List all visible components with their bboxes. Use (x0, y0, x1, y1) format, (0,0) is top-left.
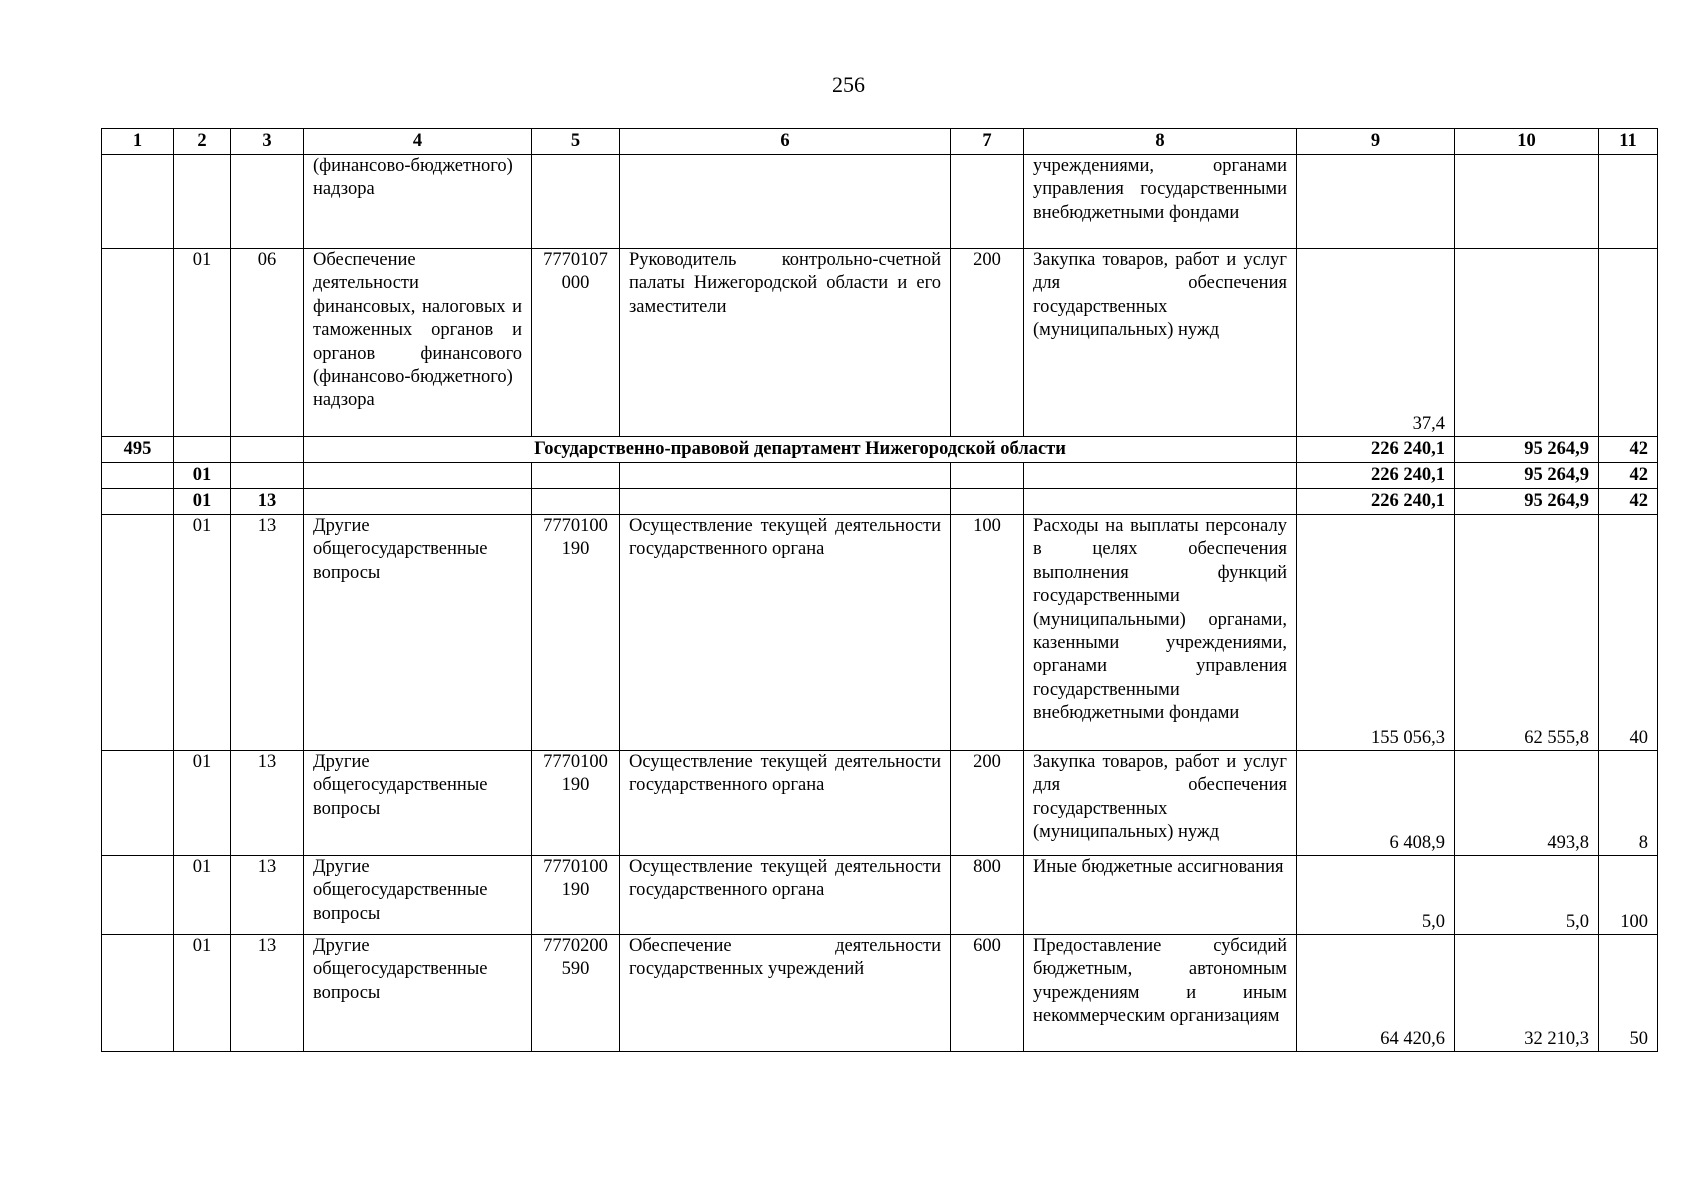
cell-amount-plan: 64 420,6 (1297, 935, 1455, 1052)
cell-expense-name: Расходы на выплаты персоналу в целях обеспечения выполнения функций государственными (муниципальными) органами, казенными учреждениями, органами управления государственными внебюджетными фондами (1024, 515, 1297, 751)
table-row (102, 155, 1658, 249)
cell-section: 01 (174, 856, 231, 935)
header-cell: 3 (231, 129, 304, 155)
cell-subsection: 13 (231, 856, 304, 935)
cell-expense-type (951, 155, 1024, 249)
cell-amount-plan: 226 240,1 (1297, 437, 1455, 463)
cell-target: 7770100190 (532, 856, 620, 935)
cell-amount-plan: 37,4 (1297, 249, 1455, 437)
cell-subsection (231, 463, 304, 489)
cell-code (102, 155, 174, 249)
header-cell: 6 (620, 129, 951, 155)
cell-expense-type: 100 (951, 515, 1024, 751)
cell-amount-plan: 226 240,1 (1297, 489, 1455, 515)
department-name: Государственно-правовой департамент Нижегородской области (304, 437, 1297, 463)
cell-section: 01 (174, 463, 231, 489)
cell-expense-type: 800 (951, 856, 1024, 935)
cell-section (174, 155, 231, 249)
cell-section: 01 (174, 751, 231, 856)
cell-amount-actual: 493,8 (1455, 751, 1599, 856)
department-row (102, 437, 1658, 463)
cell-percent: 40 (1599, 515, 1658, 751)
cell-percent: 100 (1599, 856, 1658, 935)
cell-expense-type: 200 (951, 249, 1024, 437)
header-cell: 7 (951, 129, 1024, 155)
cell-amount-actual: 95 264,9 (1455, 437, 1599, 463)
cell-name: Другие общегосударственные вопросы (304, 751, 532, 856)
cell-amount-actual (1455, 249, 1599, 437)
cell-name: (финансово-бюджетного) надзора (304, 155, 532, 249)
cell-description (620, 489, 951, 515)
header-cell: 2 (174, 129, 231, 155)
table-row (102, 935, 1658, 1052)
cell-target: 7770107000 (532, 249, 620, 437)
cell-expense-name: Закупка товаров, работ и услуг для обеспечения государственных (муниципальных) нужд (1024, 249, 1297, 437)
cell-name: Другие общегосударственные вопросы (304, 856, 532, 935)
cell-name: Другие общегосударственные вопросы (304, 935, 532, 1052)
cell-name: Обеспечение деятельности финансовых, налоговых и таможенных органов и органов финансового (финансово-бюджетного) надзора (304, 249, 532, 437)
cell-percent: 42 (1599, 489, 1658, 515)
cell-percent (1599, 249, 1658, 437)
cell-code (102, 751, 174, 856)
cell-expense-type: 200 (951, 751, 1024, 856)
cell-percent: 42 (1599, 437, 1658, 463)
cell-section: 01 (174, 515, 231, 751)
cell-description (620, 155, 951, 249)
cell-subsection (231, 155, 304, 249)
cell-target: 7770200590 (532, 935, 620, 1052)
cell-target (532, 463, 620, 489)
cell-amount-actual: 32 210,3 (1455, 935, 1599, 1052)
table-row (102, 249, 1658, 437)
cell-target: 7770100190 (532, 515, 620, 751)
cell-code (102, 935, 174, 1052)
cell-subsection: 13 (231, 515, 304, 751)
cell-expense-name (1024, 463, 1297, 489)
cell-amount-actual: 95 264,9 (1455, 463, 1599, 489)
header-cell: 9 (1297, 129, 1455, 155)
table-header-row (102, 129, 1658, 155)
header-cell: 11 (1599, 129, 1658, 155)
cell-expense-name: Иные бюджетные ассигнования (1024, 856, 1297, 935)
cell-subsection: 13 (231, 751, 304, 856)
cell-name (304, 463, 532, 489)
header-cell: 8 (1024, 129, 1297, 155)
cell-description (620, 463, 951, 489)
cell-expense-type: 600 (951, 935, 1024, 1052)
cell-expense-type (951, 489, 1024, 515)
cell-percent: 50 (1599, 935, 1658, 1052)
cell-description: Осуществление текущей деятельности государственного органа (620, 515, 951, 751)
cell-expense-name (1024, 489, 1297, 515)
cell-name (304, 489, 532, 515)
cell-amount-plan: 226 240,1 (1297, 463, 1455, 489)
cell-section: 01 (174, 935, 231, 1052)
cell-code (102, 856, 174, 935)
cell-expense-type (951, 463, 1024, 489)
cell-target: 7770100190 (532, 751, 620, 856)
cell-target (532, 155, 620, 249)
cell-amount-plan: 6 408,9 (1297, 751, 1455, 856)
cell-amount-plan: 5,0 (1297, 856, 1455, 935)
cell-description: Руководитель контрольно-счетной палаты Нижегородской области и его заместители (620, 249, 951, 437)
cell-expense-name: Закупка товаров, работ и услуг для обеспечения государственных (муниципальных) нужд (1024, 751, 1297, 856)
cell-description: Осуществление текущей деятельности государственного органа (620, 751, 951, 856)
cell-code (102, 463, 174, 489)
table-row (102, 751, 1658, 856)
section-total-row (102, 463, 1658, 489)
subsection-total-row (102, 489, 1658, 515)
cell-description: Обеспечение деятельности государственных учреждений (620, 935, 951, 1052)
header-cell: 10 (1455, 129, 1599, 155)
cell-amount-plan (1297, 155, 1455, 249)
cell-description: Осуществление текущей деятельности государственного органа (620, 856, 951, 935)
cell-target (532, 489, 620, 515)
table-row (102, 856, 1658, 935)
cell-code (102, 515, 174, 751)
table-row (102, 515, 1658, 751)
header-cell: 5 (532, 129, 620, 155)
cell-subsection: 13 (231, 489, 304, 515)
cell-code (102, 249, 174, 437)
cell-subsection: 13 (231, 935, 304, 1052)
cell-amount-actual: 62 555,8 (1455, 515, 1599, 751)
cell-percent (1599, 155, 1658, 249)
cell-percent: 42 (1599, 463, 1658, 489)
cell-code (102, 489, 174, 515)
cell-subsection: 06 (231, 249, 304, 437)
page-number: 256 (832, 72, 865, 97)
cell-expense-name: учреждениями, органами управления государственными внебюджетными фондами (1024, 155, 1297, 249)
cell-code: 495 (102, 437, 174, 463)
cell-amount-plan: 155 056,3 (1297, 515, 1455, 751)
cell-name: Другие общегосударственные вопросы (304, 515, 532, 751)
cell-subsection (231, 437, 304, 463)
budget-table (101, 128, 1658, 1052)
cell-expense-name: Предоставление субсидий бюджетным, автономным учреждениям и иным некоммерческим организациям (1024, 935, 1297, 1052)
cell-amount-actual (1455, 155, 1599, 249)
cell-section: 01 (174, 249, 231, 437)
cell-amount-actual: 5,0 (1455, 856, 1599, 935)
cell-section: 01 (174, 489, 231, 515)
header-cell: 4 (304, 129, 532, 155)
cell-section (174, 437, 231, 463)
cell-percent: 8 (1599, 751, 1658, 856)
cell-amount-actual: 95 264,9 (1455, 489, 1599, 515)
header-cell: 1 (102, 129, 174, 155)
